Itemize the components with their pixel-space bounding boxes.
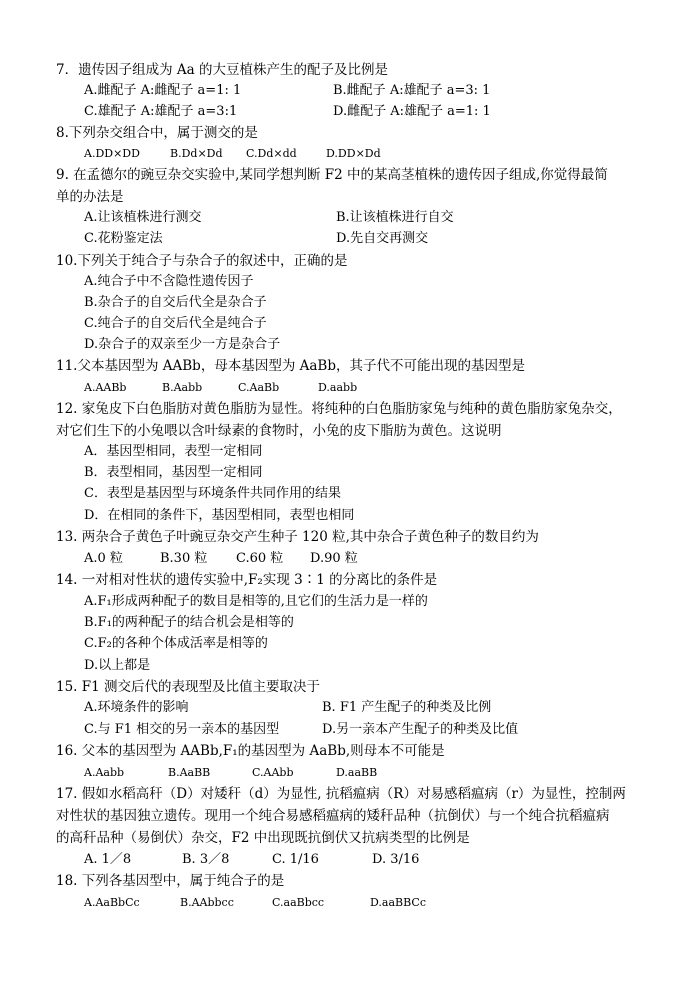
question-18-stem: 18. 下列各基因型中，属于纯合子的是 <box>56 873 285 889</box>
question-17-stem-line-2: 对性状的基因独立遗传。现用一个纯合易感稻瘟病的矮秆品种（抗倒伏）与一个纯合抗稻瘟病 <box>56 808 610 824</box>
question-14-option-d: D.以上都是 <box>84 658 151 673</box>
question-8-option-a: A.DD×DD <box>84 147 140 160</box>
question-11-option-c: C.AaBb <box>238 381 280 394</box>
question-14-option-b: B.F₁的两种配子的结合机会是相等的 <box>84 615 294 630</box>
question-8-stem: 8.下列杂交组合中，属于测交的是 <box>56 125 258 141</box>
question-8-option-d: D.DD×Dd <box>326 147 381 160</box>
question-11-stem: 11.父本基因型为 AABb，母本基因型为 AaBb，其子代不可能出现的基因型是 <box>56 358 525 374</box>
question-9-option-b: B.让该植株进行自交 <box>336 210 454 225</box>
question-15-option-b: B. F1 产生配子的种类及比例 <box>322 700 492 715</box>
question-11-option-a: A.AABb <box>84 381 127 394</box>
question-10-stem: 10.下列关于纯合子与杂合子的叙述中，正确的是 <box>56 253 348 269</box>
question-9-option-c: C.花粉鉴定法 <box>84 231 163 246</box>
question-17-stem-line-3: 的高秆品种（易倒伏）杂交，F2 中出现既抗倒伏又抗病类型的比例是 <box>56 830 470 846</box>
question-7-option-c: C.雄配子 A:雄配子 a=3:1 <box>84 104 238 119</box>
question-12-option-b: B．表型相同，基因型一定相同 <box>84 465 263 480</box>
question-18-option-d: D.aaBBCc <box>370 896 426 909</box>
question-7-stem: 7．遗传因子组成为 Aa 的大豆植株产生的配子及比例是 <box>56 62 388 78</box>
question-9-stem-line-2: 单的办法是 <box>56 189 124 205</box>
question-16-option-d: D.aaBB <box>336 766 378 779</box>
question-17-stem-line-1: 17. 假如水稻高秆（D）对矮秆（d）为显性, 抗稻瘟病（R）对易感稻瘟病（r）为显性，控制两 <box>56 786 626 802</box>
question-17-option-b: B. 3／8 <box>182 852 230 867</box>
question-18-option-a: A.AaBbCc <box>84 896 140 909</box>
question-16-option-b: B.AaBB <box>168 766 211 779</box>
question-11-option-d: D.aabb <box>318 381 358 394</box>
question-17-option-c: C. 1/16 <box>272 852 319 867</box>
question-16-option-c: C.AAbb <box>252 766 294 779</box>
question-13-option-a: A.0 粒 <box>84 551 123 566</box>
question-15-stem: 15. F1 测交后代的表现型及比值主要取决于 <box>56 679 321 695</box>
question-7-option-b: B.雌配子 A:雄配子 a=3: 1 <box>333 83 491 98</box>
question-7-option-d: D.雌配子 A:雄配子 a=1: 1 <box>333 104 491 119</box>
question-7-option-a: A.雌配子 A:雌配子 a=1: 1 <box>84 83 242 98</box>
question-16-stem: 16. 父本的基因型为 AABb,F₁的基因型为 AaBb,则母本不可能是 <box>56 743 445 759</box>
question-11-option-b: B.Aabb <box>162 381 203 394</box>
question-13-option-d: D.90 粒 <box>310 551 358 566</box>
question-9-option-a: A.让该植株进行测交 <box>84 210 202 225</box>
question-10-option-c: C.纯合子的自交后代全是纯合子 <box>84 316 267 331</box>
question-16-option-a: A.Aabb <box>84 766 125 779</box>
question-14-option-c: C.F₂的各种个体成活率是相等的 <box>84 636 268 651</box>
question-12-option-a: A．基因型相同，表型一定相同 <box>84 444 263 459</box>
question-10-option-d: D.杂合子的双亲至少一方是杂合子 <box>84 337 281 352</box>
question-13-option-c: C.60 粒 <box>236 551 284 566</box>
question-15-option-c: C.与 F1 相交的另一亲本的基因型 <box>84 722 280 737</box>
question-12-option-d: D．在相同的条件下，基因型相同，表型也相同 <box>84 508 355 523</box>
question-14-option-a: A.F₁形成两种配子的数目是相等的,且它们的生活力是一样的 <box>84 594 428 609</box>
question-18-option-b: B.AAbbcc <box>180 896 234 909</box>
question-8-option-c: C.Dd×dd <box>246 147 297 160</box>
question-14-stem: 14. 一对相对性状的遗传实验中,F₂实现 3∶1 的分离比的条件是 <box>56 572 438 588</box>
question-13-stem: 13. 两杂合子黄色子叶豌豆杂交产生种子 120 粒,其中杂合子黄色种子的数目约为 <box>56 529 539 545</box>
question-9-option-d: D.先自交再测交 <box>336 231 429 246</box>
question-12-stem-line-1: 12. 家兔皮下白色脂肪对黄色脂肪为显性。将纯种的白色脂肪家兔与纯种的黄色脂肪家兔杂交， <box>56 401 622 417</box>
question-17-option-d: D. 3/16 <box>372 852 420 867</box>
question-12-option-c: C．表型是基因型与环境条件共同作用的结果 <box>84 486 341 501</box>
question-18-option-c: C.aaBbcc <box>272 896 325 909</box>
question-12-stem-line-2: 对它们生下的小兔喂以含叶绿素的食物时，小兔的皮下脂肪为黄色。这说明 <box>56 423 502 439</box>
question-15-option-a: A.环境条件的影响 <box>84 700 189 715</box>
question-10-option-a: A.纯合子中不含隐性遗传因子 <box>84 274 254 289</box>
question-15-option-d: D.另一亲本产生配子的种类及比值 <box>322 722 519 737</box>
question-8-option-b: B.Dd×Dd <box>170 147 223 160</box>
question-9-stem-line-1: 9. 在孟德尔的豌豆杂交实验中,某同学想判断 F2 中的某高茎植株的遗传因子组成,你觉得最简 <box>56 167 608 183</box>
question-17-option-a: A. 1／8 <box>84 852 132 867</box>
question-10-option-b: B.杂合子的自交后代全是杂合子 <box>84 295 267 310</box>
question-13-option-b: B.30 粒 <box>160 551 208 566</box>
